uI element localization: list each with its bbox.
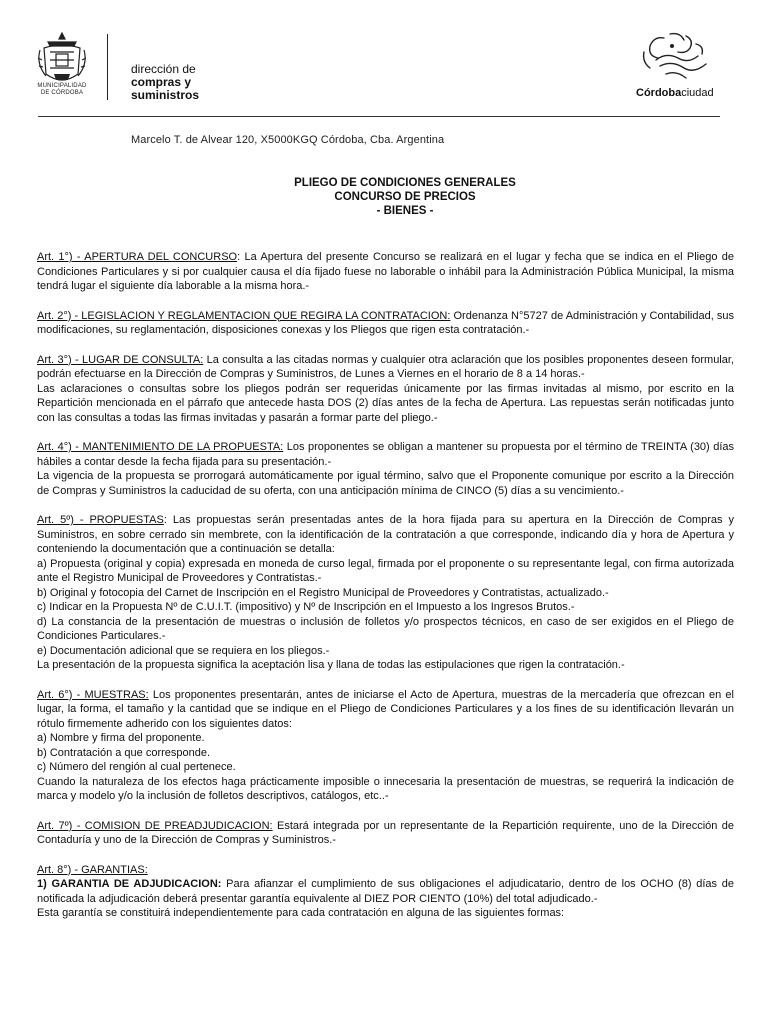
article-4-text: Los proponentes se obligan a mantener su propuesta por el término de TREINTA (30) días hábiles a contar desde la fecha fijada para su presentación.- [37, 441, 735, 468]
article-3-text2: Las aclaraciones o consultas sobre los pliegos podrán ser requeridas únicamente por las firmas invitadas al mismo, por escrito en la Repartición mencionada en el párrafo que antecede hasta DOS (2) días antes de la fecha de Apertura. Las repuestas serán notificadas junto con las consultas a todas las firmas invitadas y pasarán a formar parte del pliego.- [37, 382, 734, 424]
article-5-heading: Art. 5º) - PROPUESTAS [37, 514, 164, 526]
article-7-text: Estará integrada por un representante de la Repartición requirente, uno de la Dirección de Contaduría y uno de la Dirección de Compras y Suministros.- [37, 819, 735, 846]
department-line3: suministros [131, 88, 200, 102]
article-4 [37, 440, 734, 498]
document-body [37, 250, 734, 936]
city-brand-name [636, 87, 714, 99]
article-3-heading: Art. 3°) - LUGAR DE CONSULTA: [37, 353, 204, 366]
article-8 [37, 863, 734, 921]
document-title [0, 176, 770, 218]
article-5-item-e: e) Documentación adicional que se requiera en los pliegos.- [37, 644, 330, 657]
logo-divider [107, 34, 108, 100]
city-brand-bold: Córdoba [636, 87, 682, 99]
article-8-heading: Art. 8°) - GARANTIAS: [37, 863, 148, 876]
department-line2: compras y [131, 75, 192, 89]
article-1-heading: Art. 1°) - APERTURA DEL CONCURSO [37, 251, 238, 263]
article-7-heading: Art. 7º) - COMISION DE PREADJUDICACION: [37, 819, 273, 832]
title-line2: CONCURSO DE PRECIOS [334, 191, 476, 203]
header-divider [38, 116, 720, 117]
article-5-closing: La presentación de la propuesta significa la aceptación lisa y llana de todas las estipulaciones que rigen la contratación.- [37, 659, 625, 671]
article-5-item-a: a) Propuesta (original y copia) expresada en moneda de curso legal, firmada por el proponente o su representante legal, con firma autorizada ante el Registro Municipal de Proveedores y Contratistas.- [37, 557, 734, 584]
article-6-heading: Art. 6°) - MUESTRAS: [37, 688, 149, 701]
department-line1: dirección de [131, 62, 196, 76]
article-5-item-d: d) La constancia de la presentación de muestras o inclusión de folletos y/o prospectos técnicos, en caso de ser exigidos en el Pliego de Condiciones Particulares.- [37, 615, 734, 642]
article-3-text: La consulta a las citadas normas y cualquier otra aclaración que los posibles proponentes deseen formular, podrán efectuarse en la Dirección de Compras y Suministros, de Lunes a Viernes en el horario de 8 a 14 horas.- [37, 353, 734, 380]
article-3 [37, 353, 734, 426]
article-4-text2: La vigencia de la propuesta se prorrogará automáticamente por igual término, salvo que el Proponente comunique por escrito a la Dirección de Compras y Suministros la caducidad de su oferta, con una anticipación mínima de CINCO (5) días a su vencimiento.- [37, 470, 734, 497]
title-line3: - BIENES - [376, 205, 434, 217]
address-line: Marcelo T. de Alvear 120, X5000KGQ Córdoba, Cba. Argentina [131, 134, 445, 146]
cordoba-ciudad-logo-icon [636, 30, 714, 88]
article-6-text: Los proponentes presentarán, antes de iniciarse el Acto de Apertura, muestras de la mercadería que ofrezcan en el lugar, la forma, el tamaño y la cantidad que se indique en el Pliego de Condiciones Particulares y a los fines de su identificación llevarán un rótulo firmemente adherido con los siguientes datos: [37, 688, 734, 730]
article-8-subheading: 1) GARANTIA DE ADJUDICACION: [37, 878, 222, 890]
city-brand-light: ciudad [681, 87, 714, 99]
letterhead [0, 0, 770, 160]
department-name [131, 63, 199, 102]
article-2-text: Ordenanza N°5727 de Administración y Contabilidad, sus modificaciones, su reglamentación, disposiciones conexas y los Pliegos que rigen esta contratación.- [37, 309, 734, 336]
article-1 [37, 250, 734, 294]
article-5-item-b: b) Original y fotocopia del Carnet de Inscripción en el Registro Municipal de Proveedores y Contratistas, actualizado.- [37, 586, 609, 599]
article-5-item-c: c) Indicar en la Propuesta Nº de C.U.I.T. (impositivo) y Nº de Inscripción en el Impuesto a los Ingresos Brutos.- [37, 601, 575, 613]
article-6 [37, 688, 734, 804]
article-2 [37, 309, 734, 338]
article-6-item-b: b) Contratación a que corresponde. [37, 746, 211, 759]
muni-caption-line1: MUNICIPALIDAD [37, 83, 87, 89]
article-4-heading: Art. 4°) - MANTENIMIENTO DE LA PROPUESTA: [37, 441, 284, 453]
article-6-item-c: c) Número del rengión al cual pertenece. [37, 761, 236, 773]
article-8-text2: Esta garantía se constituirá independientemente para cada contratación en alguna de las siguientes formas: [37, 907, 565, 919]
article-8-text: Para afianzar el cumplimiento de sus obligaciones el adjudicatario, dentro de los OCHO (8) días de notificada la adjudicación deberá presentar garantía equivalente al DIEZ POR CIENTO (10%) del total adjudicado.- [37, 878, 735, 905]
article-5-text: : Las propuestas serán presentadas antes de la hora fijada para su apertura en la Dirección de Compras y Suministros, en sobre cerrado sin membrete, con la identificación de la contratación a que corresponde, indicando día y hora de Apertura y conteniendo la documentación que a continuación se detalla: [37, 514, 734, 555]
municipality-caption [32, 83, 92, 97]
article-2-heading: Art. 2°) - LEGISLACION Y REGLAMENTACION QUE REGIRA LA CONTRATACION: [37, 309, 451, 322]
article-6-closing: Cuando la naturaleza de los efectos haga prácticamente imposible o innecesaria la presentación de muestras, se requerirá la indicación de marca y modelo y/o la inclusión de folletos descriptivos, catálogos, etc..- [37, 775, 734, 802]
title-line1: PLIEGO DE CONDICIONES GENERALES [294, 177, 516, 189]
article-7 [37, 819, 734, 848]
article-6-item-a: a) Nombre y firma del proponente. [37, 732, 205, 744]
article-1-text: : La Apertura del presente Concurso se realizará en el lugar y fecha que se indica en el Pliego de Condiciones Particulares y si por cualquier causa el día fijado fuese no laborable o inhábil para la Administración Pública Municipal, la misma tendrá lugar el siguiente día laborable a la misma hora.- [37, 251, 734, 292]
muni-caption-line2: DE CÓRDOBA [40, 90, 84, 96]
article-5 [37, 513, 734, 673]
